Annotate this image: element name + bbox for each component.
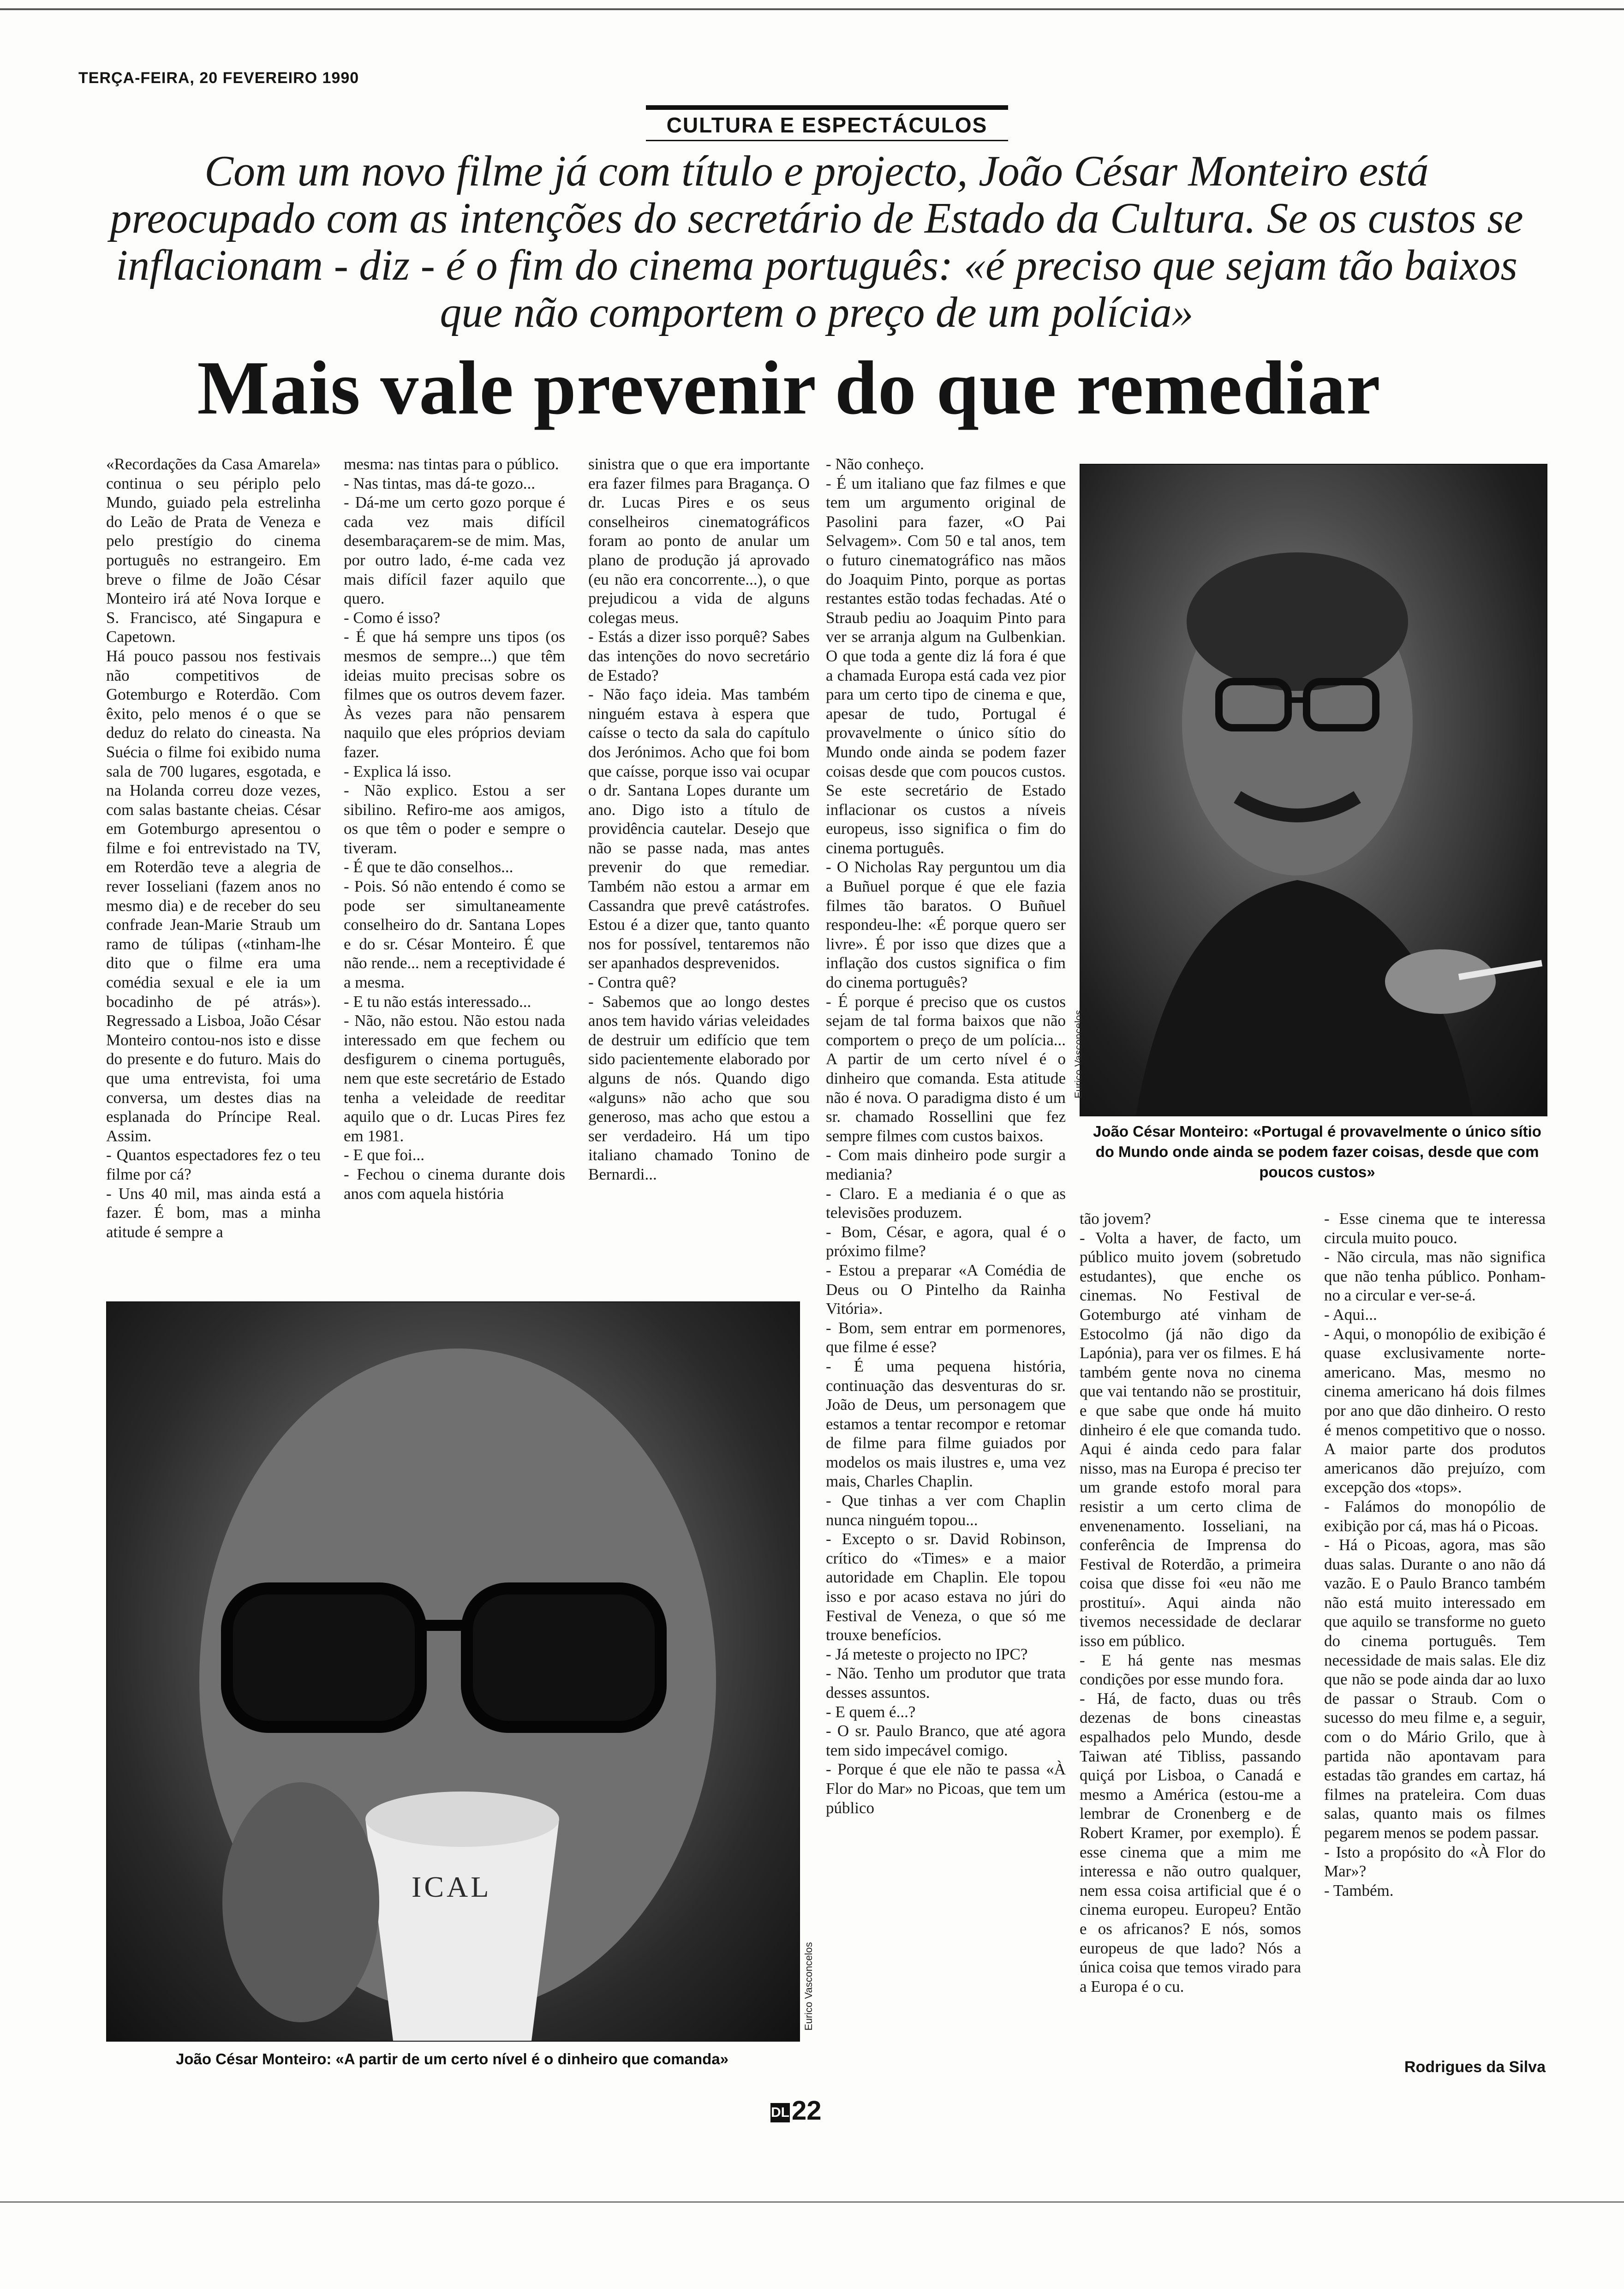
section-rule-top bbox=[646, 105, 1008, 110]
photo-caption-bottom: João César Monteiro: «A partir de um certo nível é o dinheiro que comanda» bbox=[175, 2050, 729, 2067]
page-number: 22 bbox=[792, 2096, 822, 2126]
section-label: CULTURA E ESPECTÁCULOS bbox=[666, 113, 988, 137]
bottom-rule bbox=[0, 2201, 1624, 2203]
article-column-3: sinistra que o que era importante era fazer filmes para Bragança. O dr. Lucas Pires e os seus conselheiros cinematográficos foram ao ponto de anular um plano de produção já aprovado (eu não era concorrente...), o que prejudicou a vida de alguns colegas meus. - Estás a dizer isso porquê? Sabes das intenções do novo secretário de Estado? - Não faço ideia. Mas também ninguém estava à espera que caísse o tecto da sala do capítulo dos Jerónimos. Acho que foi bom que caísse, porque isso vai ocupar o dr. Santana Lopes durante um ano. Digo isto a título de providência cautelar. Desejo que não se passe nada, mas antes prevenir do que remediar. Também não estou a armar em Cassandra que prevê catástrofes. Estou é a dizer que, tanto quanto nos for possível, tentaremos não ser apanhados desprevenidos. - Contra quê? - Sabemos que ao longo destes anos tem havido várias veleidades de destruir um edifício que tem sido pacientemente elaborado por alguns de nós. Quando digo «alguns» não acho que sou generoso, mas acho que estou a ser verdadeiro. Há um tipo italiano chamado Tonino de Bernardi... bbox=[588, 455, 810, 1183]
page-footer bbox=[770, 2095, 822, 2126]
article-column-2: mesma: nas tintas para o público. - Nas tintas, mas dá-te gozo... - Dá-me um certo gozo porque é cada vez mais difícil desembaraçarem-se de mim. Mas, por outro lado, é-me cada vez mais difícil fazer aquilo que quero. - Como é isso? - É que há sempre uns tipos (os mesmos de sempre...) que têm ideias muito precisas sobre os filmes que os outros devem fazer. Às vezes para não pensarem naquilo que eles próprios deviam fazer. - Explica lá isso. - Não explico. Estou a ser sibilino. Refiro-me aos amigos, os que têm o poder e sempre o tiveram. - É que te dão conselhos... - Pois. Só não entendo é como se pode ser simultaneamente conselheiro do dr. Santana Lopes e do sr. César Monteiro. É que não rende... nem a receptividade é a mesma. - E tu não estás interessado... - Não, não estou. Não estou nada interessado em que fechem ou desfigurem o cinema português, nem que este secretário de Estado tenha a veleidade de reeditar aquilo que o dr. Lucas Pires fez em 1981. - E que foi... - Fechou o cinema durante dois anos com aquela história bbox=[344, 455, 565, 1203]
portrait-illustration-icon bbox=[1081, 465, 1546, 1115]
article-deck: Com um novo filme já com título e projecto, João César Monteiro está preocupado com as intenções do secretário de Estado da Cultura. Se os custos se inflacionam - diz - é o fim do cinema português: «é preciso que sejam tão baixos que não comportem o preço de um polícia» bbox=[110, 147, 1523, 336]
author-signature: Rodrigues da Silva bbox=[1404, 2058, 1546, 2076]
article-column-4: - Não conheço. - É um italiano que faz filmes e que tem um argumento original de Pasolini para fazer, «O Pai Selvagem». Com 50 e tal anos, tem o futuro cinematográfico nas mãos do Joaquim Pinto, porque as portas restantes estão todas fechadas. Até o Straub pediu ao Joaquim Pinto para ver se arranja algum na Gulbenkian. O que toda a gente diz lá fora é que a chamada Europa está cada vez pior para um certo tipo de cinema e que, apesar de tudo, Portugal é provavelmente o único sítio do Mundo onde ainda se podem fazer coisas desde que com poucos custos. Se este secretário de Estado inflacionar os custos a níveis europeus, isso significa o fim do cinema português. - O Nicholas Ray perguntou um dia a Buñuel porque é que ele fazia filmes tão baratos. O Buñuel respondeu-lhe: «É porque quero ser livre». É por isso que dizes que a inflação dos custos significa o fim do cinema português? - É porque é preciso que os custos sejam de tal forma baixos que não comportem o preço de um polícia... A partir de um certo nível é o dinheiro que comanda. Esta atitude não é nova. O paradigma disto é um sr. chamado Rossellini que fez sempre filmes com custos baixos. - Com mais dinheiro pode surgir a mediania? - Claro. E a mediania é o que as televisões produzem. - Bom, César, e agora, qual é o próximo filme? - Estou a preparar «A Comédia de Deus ou O Pintelho da Rainha Vitória». - Bom, sem entrar em pormenores, que filme é esse? - É uma pequena história, continuação das desventuras do sr. João de Deus, um personagem que estamos a tentar recompor e retomar de filme para filme guiados por modelos os mais ilustres e, uma vez mais, Charles Chaplin. - Que tinhas a ver com Chaplin nunca ninguém topou... - Excepto o sr. David Robinson, crítico do «Times» e a maior autoridade em Chaplin. Ele topou isso e por acaso estava no júri do Festival de Veneza, o que só me trouxe benefícios. - Já meteste o projecto no IPC? - Não. Tenho um produtor que trata desses assuntos. - E quem é...? - O sr. Paulo Branco, que até agora tem sido impecável comigo. - Porque é que ele não te passa «À Flor do Mar» no Picoas, que tem um público bbox=[826, 455, 1066, 1817]
portrait-cup-illustration-icon bbox=[107, 1302, 799, 2041]
photo-credit-top: Eurico Vasconcelos bbox=[1073, 1010, 1084, 1098]
article-headline: Mais vale prevenir do que remediar bbox=[197, 345, 1381, 430]
photo-caption-top: João César Monteiro: «Portugal é provavelmente o único sítio do Mundo onde ainda se podem fazer coisas, desde que com poucos custos» bbox=[1093, 1123, 1541, 1180]
cup-label: ICAL bbox=[412, 1870, 492, 1903]
article-column-5: tão jovem? - Volta a haver, de facto, um público muito jovem (sobretudo estudantes), que enche os cinemas. No Festival de Gotemburgo até vinham de Estocolmo (já não digo da Lapónia), para ver os filmes. E há também gente nova no cinema que vai tentando não se prostituir, e que sabe que onde há muito dinheiro é ele que comanda tudo. Aqui é ainda cedo para falar nisso, mas na Europa é preciso ter um grande estofo moral para resistir a um certo clima de envenenamento. Iosseliani, na conferência de Imprensa do Festival de Roterdão, a primeira coisa que disse foi «eu não me prostituí». Aqui ainda não tivemos necessidade de declarar isso em público. - E há gente nas mesmas condições por esse mundo fora. - Há, de facto, duas ou três dezenas de bons cineastas espalhados pelo Mundo, desde Taiwan até Tibliss, passando quiçá por Lisboa, o Canadá e mesmo a América (estou-me a lembrar de Cronenberg e de Robert Kramer, por exemplo). É esse cinema que a mim me interessa e não outro qualquer, nem essa coisa artificial que é o cinema europeu. Europeu? Então e os africanos? E nós, somos europeus de que lado? Nós a única coisa que temos virado para a Europa é o cu. bbox=[1080, 1210, 1301, 1995]
portrait-photo-bottom bbox=[106, 1301, 800, 2042]
top-rule bbox=[0, 8, 1624, 10]
portrait-photo-top bbox=[1080, 464, 1547, 1116]
photo-credit-bottom: Eurico Vasconcelos bbox=[803, 1942, 814, 2031]
dateline: TERÇA-FEIRA, 20 FEVEREIRO 1990 bbox=[78, 69, 359, 87]
article-column-1: «Recordações da Casa Amarela» continua o seu périplo pelo Mundo, guiado pela estrelinha do Leão de Prata de Veneza e pelo prestígio do cinema português no estrangeiro. Em breve o filme de João César Monteiro irá até Nova Iorque e S. Francisco, até Singapura e Capetown. Há pouco passou nos festivais não competitivos de Gotemburgo e Roterdão. Com êxito, pelo menos é o que se deduz do relato do cineasta. Na Suécia o filme foi exibido numa sala de 700 lugares, esgotada, e na Holanda correu doze vezes, com salas bastante cheias. César em Gotemburgo apresentou o filme e foi entrevistado na TV, em Roterdão teve a alegria de rever Iosseliani (fazem anos no mesmo dia) e de receber do seu confrade Jean-Marie Straub um ramo de túlipas («tinham-lhe dito que o filme era uma comédia sexual e ele ia um bocadinho de pé atrás»). Regressado a Lisboa, João César Monteiro contou-nos isto e disse do presente e do futuro. Mais do que uma entrevista, foi uma conversa, um destes dias na esplanada do Príncipe Real. Assim. - Quantos espectadores fez o teu filme por cá? - Uns 40 mil, mas ainda está a fazer. É bom, mas a minha atitude é sempre a bbox=[106, 455, 321, 1241]
section-rule-bottom bbox=[646, 140, 1008, 141]
article-column-6: - Esse cinema que te interessa circula muito pouco. - Não circula, mas não significa que não tenha público. Ponham-no a circular e ver-se-á. - Aqui... - Aqui, o monopólio de exibição é quase exclusivamente norte-americano. Mas, mesmo no cinema americano há dois filmes por ano que dão dinheiro. O resto é menos competitivo que o nosso. A maior parte dos produtos americanos dão prejuízo, com excepção dos «tops». - Falámos do monopólio de exibição por cá, mas há o Picoas. - Há o Picoas, agora, mas são duas salas. Durante o ano não dá vazão. E o Paulo Branco também não está muito interessado em que aquilo se transforme no gueto do cinema português. Tem necessidade de mais salas. Ele diz que não se pode ainda dar ao luxo de passar o Straub. Com o sucesso do meu filme e, a seguir, com o do Mário Grilo, que à partida não apontavam para estadas tão grandes em cartaz, há filmes na prateleira. Com duas salas, quanto mais os filmes pegarem menos se podem passar. - Isto a propósito do «À Flor do Mar»? - Também. bbox=[1324, 1210, 1546, 1900]
publication-logo: DL bbox=[770, 2103, 790, 2122]
